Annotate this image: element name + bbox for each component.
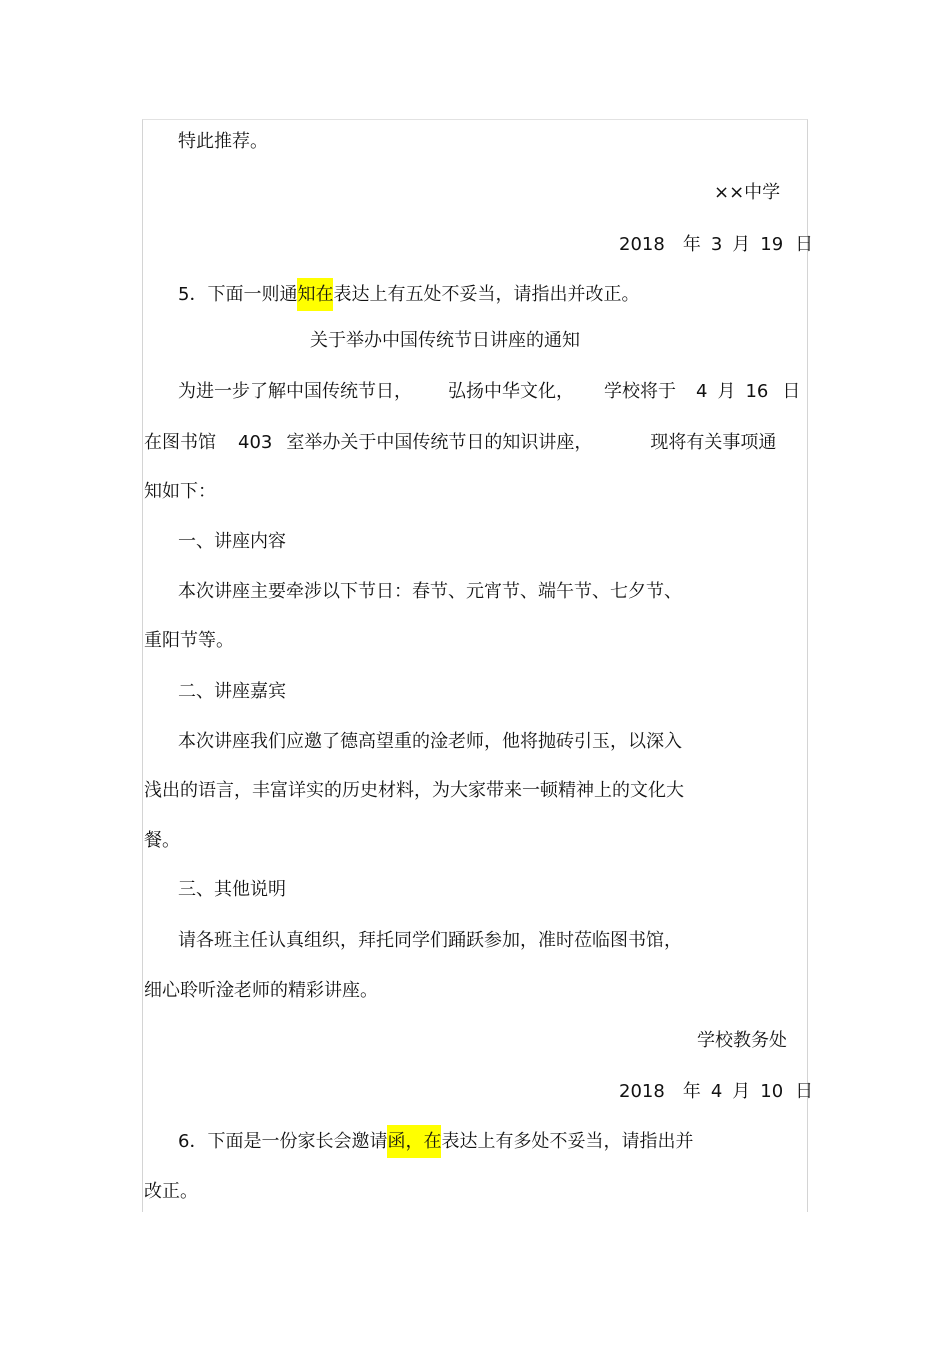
paragraph-2-part-d: 现将有关事项通 [650, 432, 777, 453]
paragraph-1-part-a: 为进一步了解中国传统节日， [178, 381, 412, 402]
notice-date [619, 1080, 813, 1104]
paragraph-1-month: 4 [696, 381, 708, 402]
highlight-mark: 函，在 [387, 1125, 441, 1158]
paragraph-2-part-a: 在图书馆 [144, 432, 216, 453]
section-heading-other: 三、其他说明 [178, 879, 286, 900]
question-6-text-b: 表达上有多处不妥当，请指出并 [441, 1131, 694, 1152]
section-heading-guest: 二、讲座嘉宾 [178, 681, 286, 702]
question-6 [178, 1130, 693, 1154]
paragraph-2-part-c: 室举办关于中国传统节日的知识讲座， [286, 432, 593, 453]
room-number: 403 [238, 432, 273, 453]
guest-line-1: 本次讲座我们应邀了德高望重的淦老师，他将抛砖引玉，以深入 [178, 731, 682, 752]
date-day: 19 [760, 234, 784, 255]
notice-paragraph-line-3: 知如下： [144, 481, 216, 502]
paragraph-1-part-c: 学校将于 [604, 381, 676, 402]
section-heading-content: 一、讲座内容 [178, 531, 286, 552]
guest-line-3: 餐。 [144, 830, 180, 851]
date-month: 3 [710, 234, 723, 255]
notice-title: 关于举办中国传统节日讲座的通知 [310, 330, 580, 351]
date-year-unit: 年 [682, 234, 701, 255]
notice-paragraph-line-2 [144, 431, 776, 455]
recommendation-date [619, 233, 813, 257]
date-year: 2018 [619, 234, 665, 255]
paragraph-1-day-unit: 日 [782, 381, 801, 402]
other-line-1: 请各班主任认真组织，拜托同学们踊跃参加，准时莅临图书馆， [178, 930, 682, 951]
content-line-1: 本次讲座主要牵涉以下节日：春节、元宵节、端午节、七夕节、 [178, 581, 682, 602]
date-month: 4 [710, 1081, 723, 1102]
date-month-unit: 月 [732, 234, 751, 255]
question-5-text-b: 表达上有五处不妥当，请指出并改正。 [333, 284, 640, 305]
paragraph-1-part-b: 弘扬中华文化， [448, 381, 574, 402]
paragraph-1-month-unit: 月 [717, 381, 736, 402]
recommendation-closing: 特此推荐。 [178, 131, 268, 152]
date-day-unit: 日 [795, 1081, 814, 1102]
content-line-2: 重阳节等。 [144, 630, 234, 651]
question-6-text-a: 6．下面是一份家长会邀请 [178, 1131, 388, 1152]
notice-signature: 学校教务处 [697, 1030, 787, 1051]
question-6-continuation: 改正。 [144, 1181, 198, 1202]
recommender-signature: ××中学 [714, 182, 781, 203]
date-day-unit: 日 [795, 234, 814, 255]
paragraph-1-day: 16 [745, 381, 769, 402]
date-year: 2018 [619, 1081, 665, 1102]
date-month-unit: 月 [732, 1081, 751, 1102]
date-day: 10 [760, 1081, 784, 1102]
other-line-2: 细心聆听淦老师的精彩讲座。 [144, 980, 378, 1001]
notice-paragraph-line-1 [178, 380, 800, 404]
date-year-unit: 年 [682, 1081, 701, 1102]
highlight-mark: 知在 [297, 278, 333, 311]
question-5-text-a: 5．下面一则通 [178, 284, 298, 305]
guest-line-2: 浅出的语言，丰富详实的历史材料，为大家带来一顿精神上的文化大 [144, 780, 684, 801]
question-5 [178, 283, 639, 307]
